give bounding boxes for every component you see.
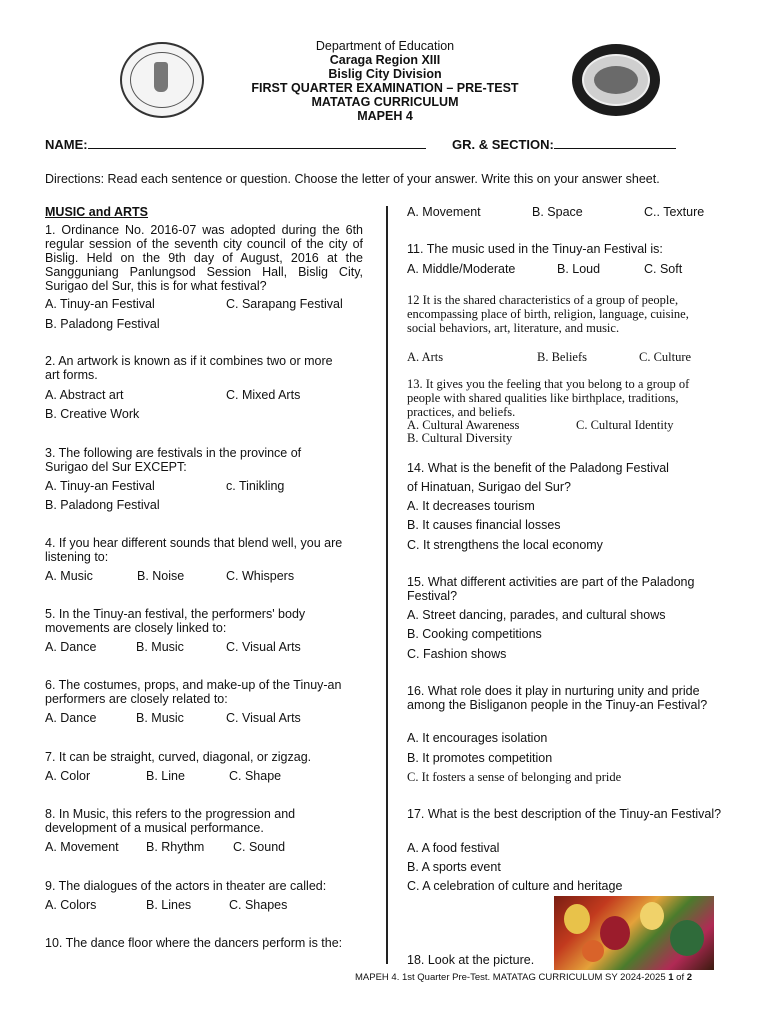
- q16-option-b[interactable]: B. It promotes competition: [407, 751, 553, 765]
- header-division: Bislig City Division: [328, 67, 442, 81]
- question-6: 6. The costumes, props, and make-up of the Tinuy-an performers are closely related to:: [45, 678, 342, 706]
- grade-section-field: [452, 136, 676, 152]
- q6-option-a[interactable]: A. Dance: [45, 711, 97, 725]
- q7-option-a[interactable]: A. Color: [45, 769, 91, 783]
- q8-option-c[interactable]: C. Sound: [233, 840, 286, 854]
- q2-option-b[interactable]: B. Creative Work: [45, 407, 140, 421]
- name-blank[interactable]: [88, 136, 426, 149]
- q11-option-c[interactable]: C. Soft: [644, 262, 683, 276]
- question-17: 17. What is the best description of the Tinuy-an Festival?: [407, 807, 722, 821]
- q14-option-c[interactable]: C. It strengthens the local economy: [407, 538, 603, 552]
- directions: Directions: Read each sentence or question. Choose the letter of your answer. Write this on your answer sheet.: [45, 172, 660, 186]
- q11-option-a[interactable]: A. Middle/Moderate: [407, 262, 516, 276]
- q1-option-a[interactable]: A. Tinuy-an Festival: [45, 297, 155, 311]
- q9-option-c[interactable]: C. Shapes: [229, 898, 288, 912]
- question-15: 15. What different activities are part of the Paladong Festival?: [407, 575, 695, 603]
- q12-option-b[interactable]: B. Beliefs: [537, 350, 587, 364]
- q12-option-c[interactable]: C. Culture: [639, 350, 692, 364]
- question-3: 3. The following are festivals in the province of Surigao del Sur EXCEPT:: [45, 446, 302, 474]
- header-department: Department of Education: [315, 39, 455, 53]
- q2-option-a[interactable]: A. Abstract art: [45, 388, 124, 402]
- q13-option-c[interactable]: C. Cultural Identity: [576, 418, 674, 432]
- question-13: 13. It gives you the feeling that you belong to a group of people with shared qualities like birthplace, traditions, practices, and beliefs.: [407, 377, 690, 419]
- question-16: 16. What role does it play in nurturing unity and pride among the Bisliganon people in the Tinuy-an Festival?: [407, 684, 708, 712]
- q17-option-c[interactable]: C. A celebration of culture and heritage: [407, 879, 623, 893]
- q4-option-c[interactable]: C. Whispers: [226, 569, 295, 583]
- question-12: 12 It is the shared characteristics of a group of people, encompassing place of birth, religion, language, cuisine, social behaviors, art, literature, and music.: [407, 293, 689, 335]
- q13-option-a[interactable]: A. Cultural Awareness: [407, 418, 520, 432]
- header-subject: MAPEH 4: [357, 109, 413, 123]
- question-9: 9. The dialogues of the actors in theater are called:: [45, 879, 327, 893]
- question-1: 1. Ordinance No. 2016-07 was adopted during the 6th regular session of the seventh city council of the city of Bislig. Held on the 9th day of August, 2016 at the Sangguniang Panlungsod Session Hall, Bislig City, Surigao del Sur, this is for what festival?: [45, 223, 363, 293]
- q12-option-a[interactable]: A. Arts: [407, 350, 444, 364]
- q14-option-b[interactable]: B. It causes financial losses: [407, 518, 561, 532]
- question-5: 5. In the Tinuy-an festival, the performers' body movements are closely linked to:: [45, 607, 306, 635]
- q11-option-b[interactable]: B. Loud: [557, 262, 601, 276]
- question-18: 18. Look at the picture.: [407, 953, 535, 967]
- q7-option-c[interactable]: C. Shape: [229, 769, 282, 783]
- q1-option-c[interactable]: C. Sarapang Festival: [226, 297, 343, 311]
- q10-option-b[interactable]: B. Space: [532, 205, 583, 219]
- name-label: NAME:: [45, 137, 88, 152]
- question-7: 7. It can be straight, curved, diagonal, or zigzag.: [45, 750, 312, 764]
- footer-page-total: 2: [686, 972, 693, 983]
- q3-option-c[interactable]: c. Tinikling: [226, 479, 285, 493]
- header-exam-title: FIRST QUARTER EXAMINATION – PRE-TEST: [251, 81, 519, 95]
- q15-option-c[interactable]: C. Fashion shows: [407, 647, 507, 661]
- q10-option-a[interactable]: A. Movement: [407, 205, 481, 219]
- question-4: 4. If you hear different sounds that blend well, you are listening to:: [45, 536, 343, 564]
- q9-option-a[interactable]: A. Colors: [45, 898, 97, 912]
- q5-option-b[interactable]: B. Music: [136, 640, 184, 654]
- question-10: 10. The dance floor where the dancers perform is the:: [45, 936, 343, 950]
- festival-photo: [554, 896, 714, 970]
- q5-option-a[interactable]: A. Dance: [45, 640, 97, 654]
- q10-option-c[interactable]: C.. Texture: [644, 205, 705, 219]
- grade-section-blank[interactable]: [554, 136, 676, 149]
- section-title: MUSIC and ARTS: [45, 205, 149, 219]
- q17-option-a[interactable]: A. A food festival: [407, 841, 500, 855]
- header-region: Caraga Region XIII: [329, 53, 441, 67]
- footer-text: MAPEH 4. 1st Quarter Pre-Test. MATATAG CURRICULUM SY 2024-2025: [355, 972, 669, 983]
- q6-option-b[interactable]: B. Music: [136, 711, 184, 725]
- q3-option-a[interactable]: A. Tinuy-an Festival: [45, 479, 155, 493]
- q5-option-c[interactable]: C. Visual Arts: [226, 640, 301, 654]
- q3-option-b[interactable]: B. Paladong Festival: [45, 498, 160, 512]
- question-11: 11. The music used in the Tinuy-an Festival is:: [407, 242, 663, 256]
- q15-option-a[interactable]: A. Street dancing, parades, and cultural shows: [407, 608, 666, 622]
- question-2: 2. An artwork is known as if it combines two or more art forms.: [45, 354, 333, 382]
- q13-option-b[interactable]: B. Cultural Diversity: [407, 431, 513, 445]
- q4-option-a[interactable]: A. Music: [45, 569, 93, 583]
- name-field: [45, 136, 426, 152]
- q16-option-a[interactable]: A. It encourages isolation: [407, 731, 548, 745]
- q8-option-b[interactable]: B. Rhythm: [146, 840, 205, 854]
- q1-option-b[interactable]: B. Paladong Festival: [45, 317, 160, 331]
- q2-option-c[interactable]: C. Mixed Arts: [226, 388, 301, 402]
- q7-option-b[interactable]: B. Line: [146, 769, 185, 783]
- q8-option-a[interactable]: A. Movement: [45, 840, 119, 854]
- q4-option-b[interactable]: B. Noise: [137, 569, 185, 583]
- footer-page-number: 1: [668, 972, 674, 983]
- division-seal-logo: [572, 44, 660, 116]
- q6-option-c[interactable]: C. Visual Arts: [226, 711, 301, 725]
- q17-option-b[interactable]: B. A sports event: [407, 860, 501, 874]
- footer-of: of: [673, 972, 687, 983]
- column-divider: [386, 206, 388, 964]
- q9-option-b[interactable]: B. Lines: [146, 898, 192, 912]
- question-14: 14. What is the benefit of the Paladong Festival: [407, 461, 669, 475]
- page-footer: [355, 972, 692, 983]
- grade-section-label: GR. & SECTION:: [452, 137, 554, 152]
- header-curriculum: MATATAG CURRICULUM: [311, 95, 459, 109]
- q15-option-b[interactable]: B. Cooking competitions: [407, 627, 542, 641]
- question-14-line2: of Hinatuan, Surigao del Sur?: [407, 480, 571, 494]
- question-8: 8. In Music, this refers to the progression and development of a musical performance.: [45, 807, 296, 835]
- q16-option-c[interactable]: C. It fosters a sense of belonging and pride: [407, 770, 622, 784]
- q14-option-a[interactable]: A. It decreases tourism: [407, 499, 535, 513]
